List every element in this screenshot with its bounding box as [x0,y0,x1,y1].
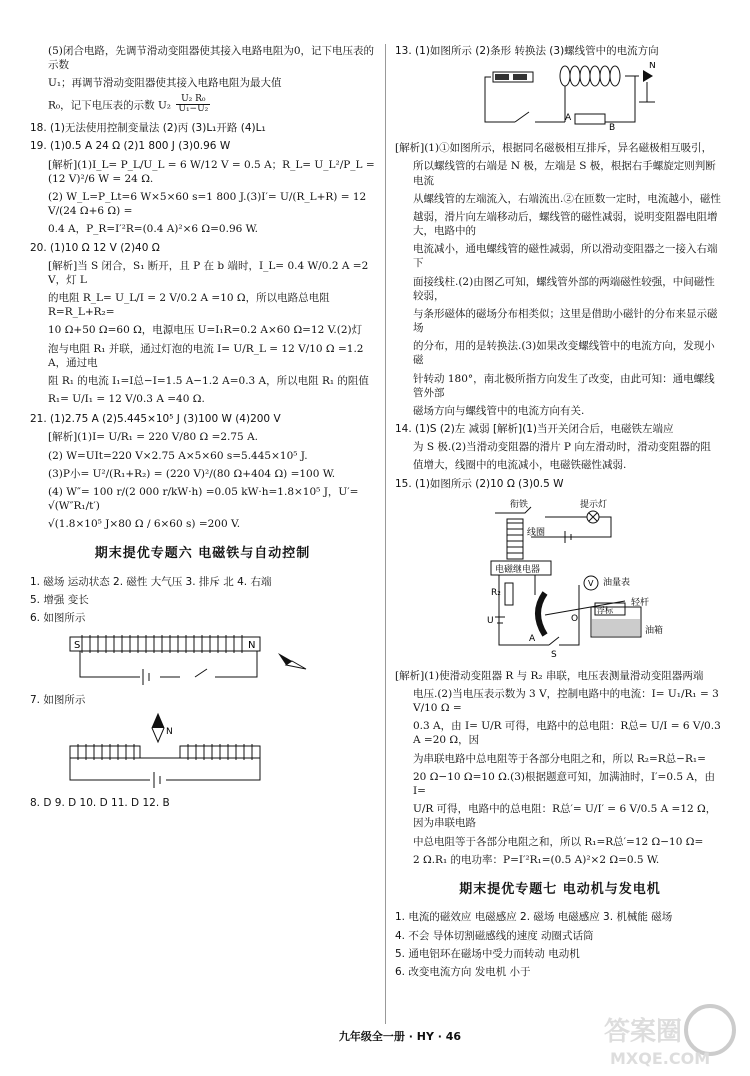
page-footer: 九年级全一册 · HY · 46 [338,1030,462,1043]
q21-analysis-4: (4) W″= 100 r/(2 000 r/kW·h) =0.05 kW·h=1.8×10⁵ J，U′= √(W″R₁/t′) [48,485,359,513]
fig15-U-label: U [487,615,494,626]
q17-line2-text: R₀，记下电压表的示数 U₂ [48,98,172,111]
q15-analysis-8: 2 Ω.R₁ 的电功率：P=I′²R₁=(0.5 A)²×2 Ω=0.5 W. [413,853,660,866]
s7-answer-5: 5. 通电铝环在磁场中受力而转动 电动机 [395,947,580,960]
q17-line2 [30,95,375,116]
q14-analysis-3: 值增大，线圈中的电流减小，电磁铁磁性减弱. [413,459,627,472]
q17-line1: (5)闭合电路，先调节滑动变阻器使其接入电路电阻为0，记下电压表的示数 [48,45,375,72]
fig15-R2 [505,583,513,605]
q17-line1b: U₁；再调节滑动变阻器使其接入电路电阻为最大值 [48,77,282,90]
q15-analysis-5: 20 Ω−10 Ω=10 Ω.(3)根据题意可知，加满油时，I′=0.5 A，由 I= [413,770,715,797]
fig7-circuit-wire [70,758,260,780]
section-7-title: 期末提优专题七 电动机与发电机 [459,881,661,897]
lamp-cross-icon [589,513,597,521]
q13-analysis-1: [解析](1)①如图所示，根据同名磁极相互排斥，异名磁极相互吸引， [395,142,713,155]
fig15-O-label: O [571,613,579,624]
q15-analysis-4: 为串联电路中总电阻等于各部分电阻之和，所以 R₂=R总−R₁= [413,752,706,765]
q21-analysis-2: (2) W=UIt=220 V×2.75 A×5×60 s=5.445×10⁵ J. [48,449,308,462]
q21-answer: 21. (1)2.75 A (2)5.445×10⁵ J (3)100 W (4)200 V [30,413,281,426]
q20-analysis-3: 10 Ω+50 Ω=60 Ω，电源电压 U=I₁R=0.2 A×60 Ω=12 V.(2)灯 [48,324,363,337]
fig15-rheostat-arc [538,593,545,635]
watermark-text: 答案圈 [604,1017,683,1047]
fig13-circuit-wire [485,76,635,122]
fig13-B-label: B [609,123,616,134]
q14-answer: 14. (1)S (2)左 减弱 [解析](1)当开关闭合后，电磁铁左端应 [395,423,674,436]
column-divider [385,44,386,1024]
fig13-solenoid [560,66,620,86]
q20-analysis-4: 泡与电阻 R₁ 并联，通过灯泡的电流 I= U/R_L = 12 V/10 Ω =1.2 A，通过电 [48,342,364,369]
fig15-lever-label: 轻杆 [631,597,650,608]
q13-analysis-4: 越弱，滑片向左端移动后，螺线管的磁性减弱，说明变阻器电阻增大，电路中的 [413,210,718,238]
fig15-meter-label: 油量表 [603,577,631,588]
q13-analysis-10: 磁场方向与螺线管中的电流方向有关. [413,404,585,417]
q21-analysis-3: (3)P小= U²/(R₁+R₂) = (220 V)²/(80 Ω+404 Ω) =100 W. [48,467,336,480]
s6-answer-5: 5. 增强 变长 [30,594,89,607]
q19-analysis-1: [解析](1)I_L= P_L/U_L = 6 W/12 V = 0.5 A；R_L= U_L²/P_L = (12 V)²/6 W = 24 Ω. [48,158,375,185]
watermark-url: MXQE.COM [610,1049,711,1068]
fig15-relay-coil [507,523,523,553]
fig6-battery [143,669,149,685]
fig15-armature-label: 衔铁 [510,499,529,510]
s6-answers-8-12: 8. D 9. D 10. D 11. D 12. B [30,796,170,809]
q20-analysis-5: 阻 R₁ 的电流 I₁=I总−I=1.5 A−1.2 A=0.3 A，所以电阻 R₁ 的阻值 [48,374,369,387]
fig13-N-label: N [649,62,656,72]
fig7-left-coil [70,746,140,758]
fig6-circuit-wire [80,651,257,677]
s6-answers-1-4: 1. 磁场 运动状态 2. 磁性 大气压 3. 排斥 北 4. 右端 [30,575,272,588]
watermark-logo [600,1000,740,1070]
q19-analysis-2: (2) W_L=P_Lt=6 W×5×60 s=1 800 J.(3)I′= U/(R_L+R) = 12 V/(24 Ω+6 Ω) = [48,190,367,218]
q13-answer: 13. (1)如图所示 (2)条形 转换法 (3)螺线管中的电流方向 [395,45,659,57]
q15-analysis-3: 0.3 A，由 I= U/R 可得，电路中的总电阻：R总= U/I = 6 V/0.3 A =20 Ω，因 [413,720,721,747]
q15-answer: 15. (1)如图所示 (2)10 Ω (3)0.5 W [395,477,564,490]
fig15-V-label: V [588,578,594,588]
q20-analysis-2: 的电阻 R_L= U_L/I = 2 V/0.2 A =10 Ω，所以电路总电阻 R=R_L+R₂= [48,292,330,319]
fig15-A-label: A [529,633,536,644]
figure-s6-q6 [30,629,330,689]
q20-analysis-1: [解析]当 S 闭合，S₁ 断开，且 P 在 b 端时，I_L= 0.4 W/0.2 A =2 V，灯 L [48,259,369,286]
q20-analysis-6: R₁= U/I₁ = 12 V/0.3 A =40 Ω. [48,393,205,406]
q21-analysis-1: [解析](1)I= U/R₁ = 220 V/80 Ω =2.75 A. [48,431,258,444]
fig15-R2-label: R₂ [491,587,501,598]
q17-frac-denominator: U₁−U₂ [178,104,209,115]
solenoid-coils [82,635,242,653]
q20-answer: 20. (1)10 Ω 12 V (2)40 Ω [30,241,160,254]
fig15-S-label: S [551,649,557,660]
fig13-cell-1 [495,74,509,80]
figure-q13 [395,62,725,137]
q13-analysis-5: 电流减小，通电螺线管的磁性减弱，所以滑动变阻器之一接入右端下 [413,243,718,270]
section-6-title: 期末提优专题六 电磁铁与自动控制 [94,546,311,562]
q17-frac-numerator: U₂ R₀ [176,95,210,106]
q15-analysis-6: U/R 可得，电路中的总电阻：R总′= U/I′ = 6 V/0.5 A =12 Ω，因为串联电路 [413,803,717,830]
magnetic-needle-north-icon [152,714,164,728]
q13-analysis-2: 所以螺线管的右端是 N 极，左端是 S 极，根据右手螺旋定则判断电流 [413,160,716,187]
q15-analysis-1: [解析](1)使滑动变阻器 R 与 R₂ 串联，电压表测量滑动变阻器两端 [395,669,704,682]
s7-answers-1-3: 1. 电流的磁效应 电磁感应 2. 磁场 电磁感应 3. 机械能 磁场 [395,911,673,924]
fig13-cell-2 [513,74,527,80]
s7-answer-6: 6. 改变电流方向 发电机 小于 [395,965,531,978]
q13-analysis-6: 面接线柱.(2)由图乙可知，螺线管外部的两端磁性较强，中间磁性较弱， [413,275,715,302]
q17-fraction [176,95,210,116]
fig7-battery [154,772,160,788]
fig15-float-label: 浮标 [597,605,613,615]
fig15-coil-label: 线圈 [527,527,546,538]
s6-answer-7: 7. 如图所示 [30,694,86,707]
fig15-tank-label: 油箱 [645,625,664,636]
q13-analysis-8: 的分布，用的是转换法.(3)如果改变螺线管中的电流方向，发现小磁 [413,340,715,367]
q13-analysis-9: 针转动 180°，南北极所指方向发生了改变，由此可知：通电螺线管外部 [413,372,715,399]
fig15-lamp-label: 提示灯 [580,499,608,510]
figure-q15 [395,495,725,665]
q13-analysis-7: 与条形磁体的磁场分布相类似；这里是借助小磁针的分布来显示磁场 [413,307,718,335]
q21-analysis-5: √(1.8×10⁵ J×80 Ω / 6×60 s) =200 V. [48,518,241,531]
compass-needle-icon [278,653,292,665]
fig15-switch [549,637,559,645]
fig7-N-label: N [166,726,173,737]
fig6-S-label: S [74,640,81,652]
fig13-A-label: A [565,113,572,124]
q15-analysis-7: 中总电阻等于各部分电阻之和，所以 R₁=R总′=12 Ω−10 Ω= [413,835,704,848]
fig15-power-source [495,617,505,623]
fig15-oil [592,619,640,636]
s6-answer-6: 6. 如图所示 [30,612,86,625]
fig6-N-label: N [248,640,256,652]
fig13-rheostat [575,114,605,124]
fig13-compass-stand [639,82,655,102]
fig15-relay-label: 电磁继电器 [495,564,541,575]
fig13-switch [515,112,529,122]
q13-analysis-3: 从螺线管的左端流入，右端流出.②在匝数一定时，电流越小，磁性 [413,192,721,205]
fig13-compass-icon [643,70,653,82]
figure-s6-q7 [30,712,330,792]
q14-analysis-2: 为 S 极.(2)当滑动变阻器的滑片 P 向左滑动时，滑动变阻器的阻 [413,441,711,454]
s7-answer-4: 4. 不会 导体切割磁感线的速度 动圈式话筒 [395,929,594,942]
left-column [30,44,375,814]
q19-analysis-3: 0.4 A，P_R=I′²R=(0.4 A)²×6 Ω=0.96 W. [48,223,258,236]
q15-analysis-2: 电压.(2)当电压表示数为 3 V，控制电路中的电流：I= U₁/R₁ = 3 V/10 Ω = [413,687,719,715]
right-column [395,44,725,983]
q18-answer: 18. (1)无法使用控制变量法 (2)丙 (3)L₁开路 (4)L₁ [30,122,266,135]
watermark-circle [686,1006,734,1054]
q19-answer: 19. (1)0.5 A 24 Ω (2)1 800 J (3)0.96 W [30,140,231,153]
